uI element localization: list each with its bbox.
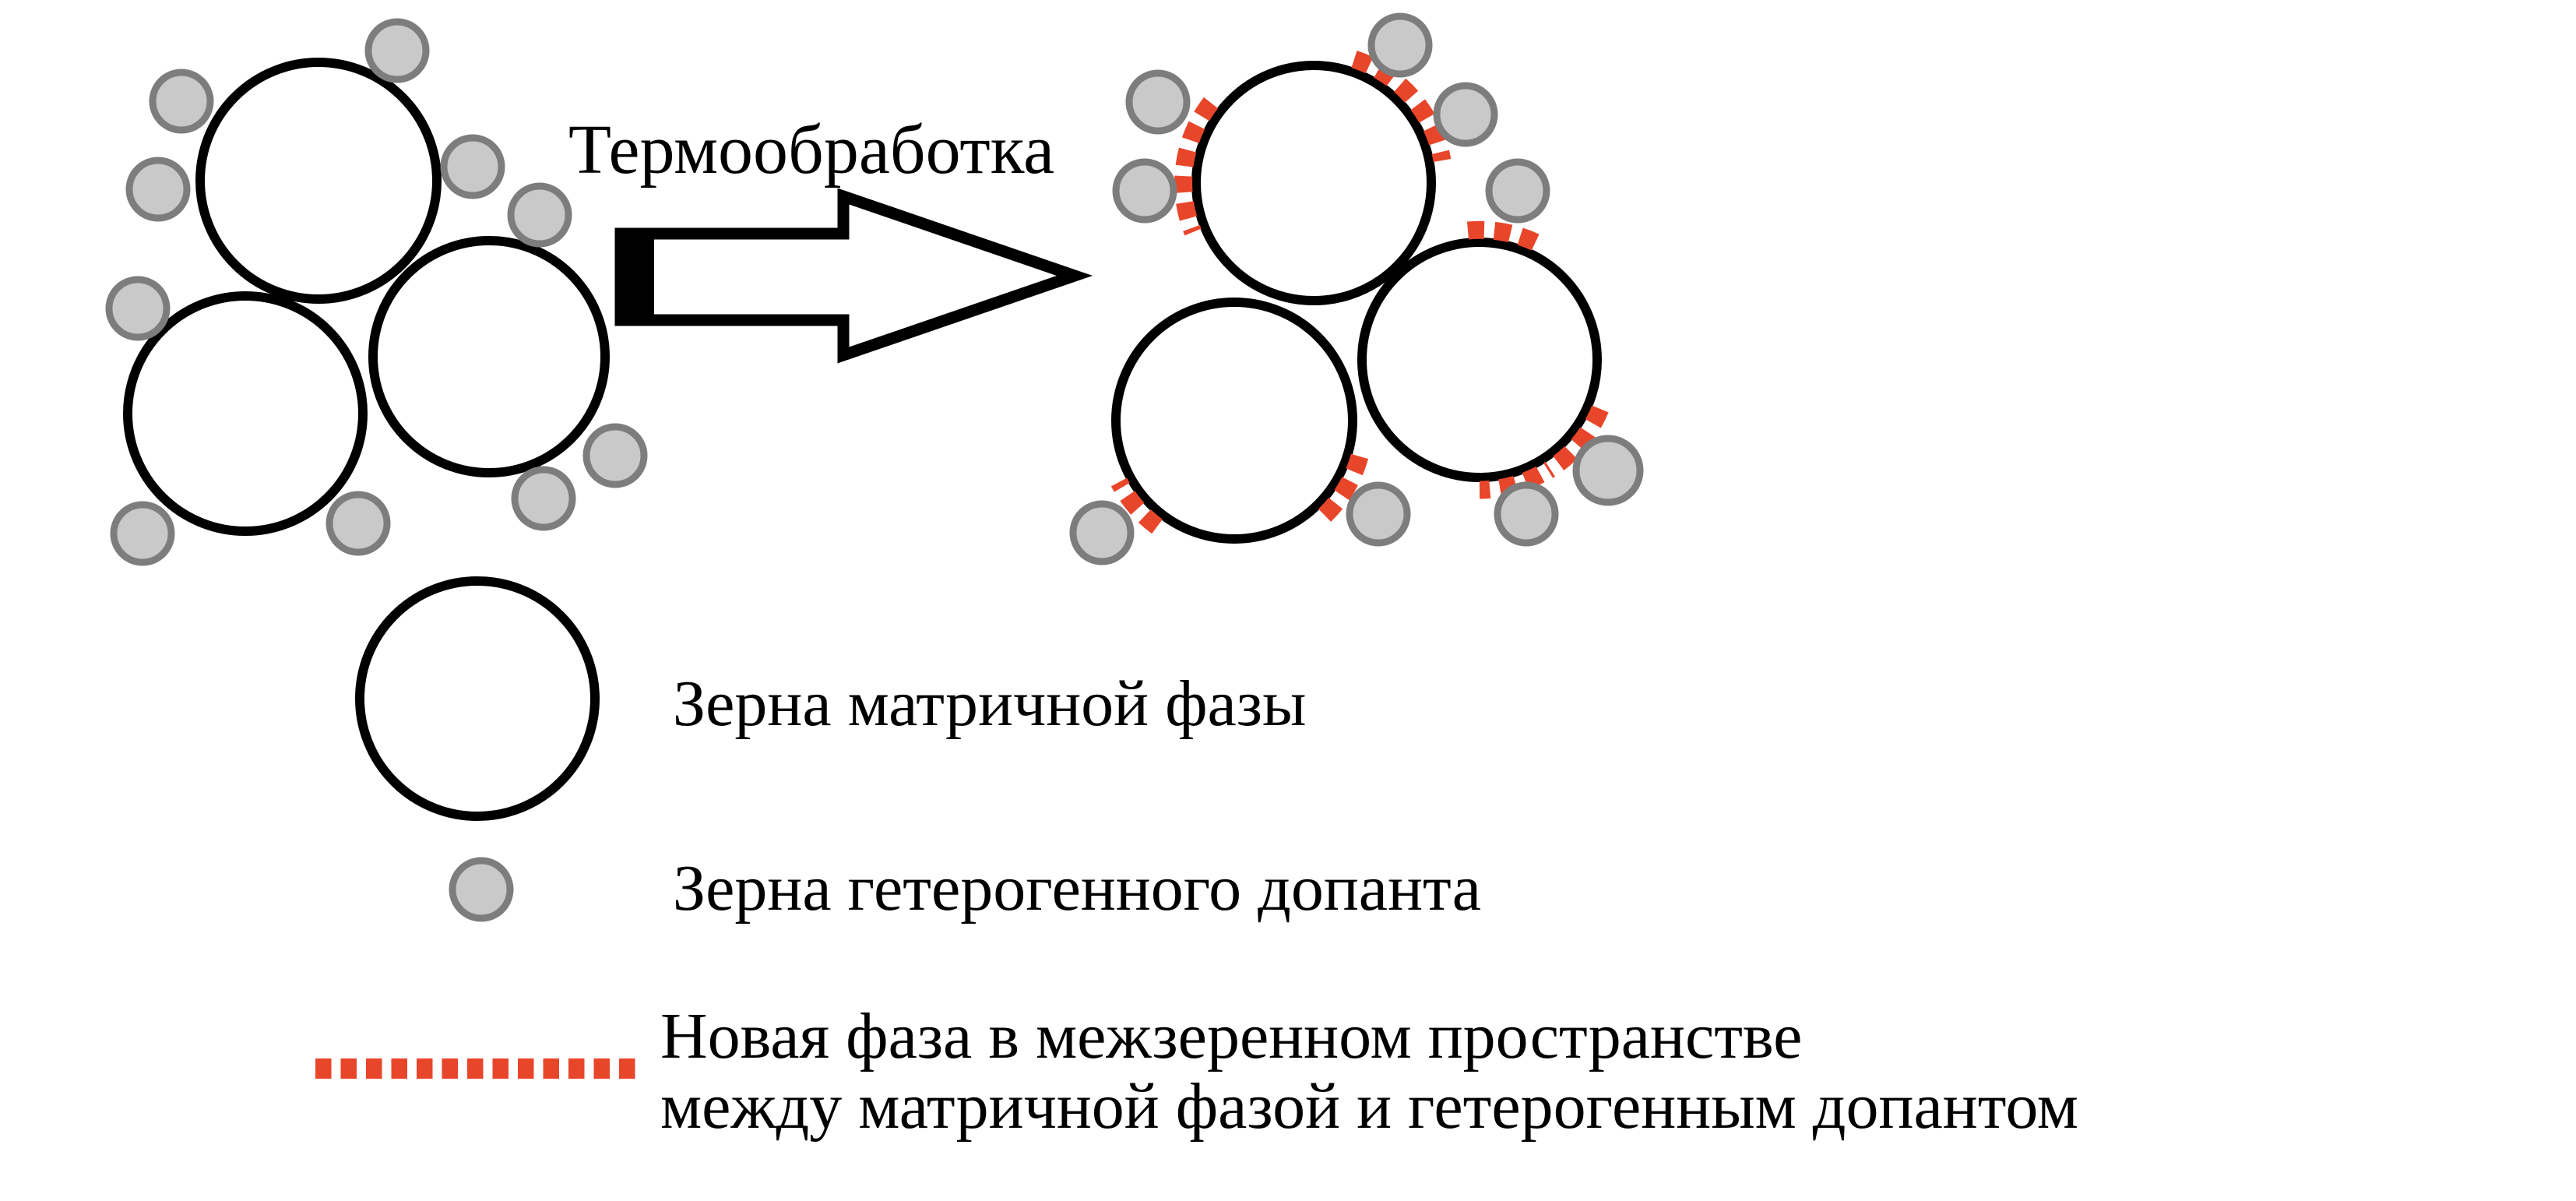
dopant-grain (1129, 73, 1187, 131)
dopant-grain (1576, 438, 1640, 502)
dopant-grain (1350, 485, 1407, 543)
dopant-grain (444, 138, 501, 195)
legend-label-matrix-grain: Зерна матричной фазы (673, 667, 1307, 740)
legend-item-dopant-grain (452, 852, 1481, 925)
arrow-tail-block (617, 228, 654, 326)
dopant-grain (109, 280, 167, 337)
legend-label-new-phase-line2: между матричной фазой и гетерогенным допантом (660, 1070, 2078, 1143)
matrix-grain (1196, 65, 1431, 301)
dopant-grain (1437, 86, 1494, 143)
matrix-grain (200, 62, 437, 299)
dopant-grain (1489, 162, 1547, 220)
matrix-grain (1116, 302, 1353, 539)
dopant-grain (1116, 162, 1174, 220)
legend-label-dopant-grain: Зерна гетерогенного допанта (673, 852, 1482, 925)
dopant-grain-symbol (452, 861, 510, 918)
legend-item-new-phase (315, 1000, 2078, 1143)
heat-treatment-arrow (617, 196, 1075, 355)
dopant-grain (368, 22, 426, 79)
matrix-grain (1362, 242, 1597, 477)
dopant-grain (329, 495, 387, 552)
matrix-grain-symbol (360, 581, 595, 816)
legend-label-new-phase-line1: Новая фаза в межзеренном пространстве (660, 1000, 1803, 1072)
after-cluster (1073, 16, 1640, 562)
dopant-grain (114, 505, 171, 562)
dopant-grain (511, 186, 568, 244)
dopant-grain (1371, 16, 1429, 74)
matrix-grain (128, 296, 363, 531)
dopant-grain (515, 470, 572, 527)
right-arrow-icon (621, 196, 1075, 355)
dopant-grain (1073, 504, 1131, 562)
dopant-grain (153, 72, 210, 130)
legend-item-matrix-grain (360, 581, 1306, 816)
process-label: Термообработка (568, 111, 1055, 188)
before-cluster (109, 22, 644, 562)
dopant-grain (586, 427, 644, 484)
legend (315, 581, 2078, 1143)
dopant-grain (129, 160, 187, 218)
dopant-grain (1497, 485, 1555, 543)
matrix-grain (373, 241, 605, 473)
